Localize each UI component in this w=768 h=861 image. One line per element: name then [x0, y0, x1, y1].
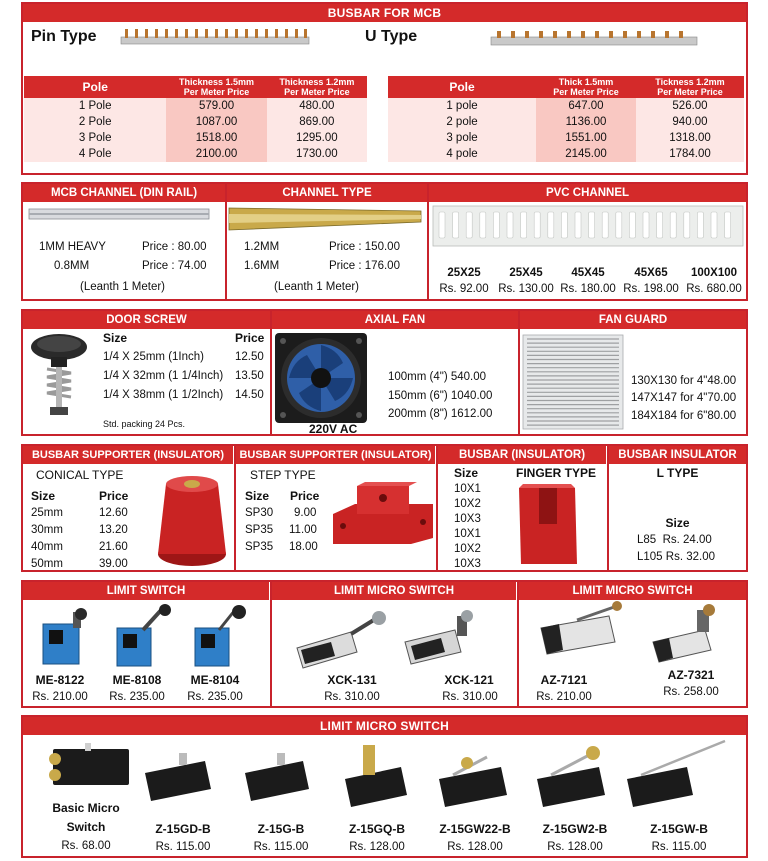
finger-size: 10X1 — [454, 528, 481, 540]
micro-switch-model: Z-15GQ-B — [348, 822, 405, 836]
divider — [607, 446, 609, 572]
conical-subtitle: CONICAL TYPE — [36, 468, 124, 482]
table-cell: 2 Pole — [24, 114, 166, 130]
table-cell: 1551.00 — [536, 130, 636, 146]
conical-size: 30mm — [31, 524, 63, 536]
table-cell: 1784.00 — [636, 146, 744, 162]
l-type-price: L85 Rs. 24.00 — [637, 534, 712, 546]
pvc-price: Rs. 92.00 — [439, 283, 489, 295]
fan-guard-image — [523, 335, 627, 430]
divider — [270, 582, 272, 708]
finger-size: 10X1 — [454, 483, 481, 495]
busbar-insulator-finger-title: BUSBAR (INSULATOR) — [438, 446, 606, 464]
door-screw-price: 13.50 — [235, 370, 264, 382]
basic-micro-switch-image — [45, 741, 131, 793]
door-screw-size: 1/4 X 38mm (1 1/2Inch) — [103, 389, 224, 401]
table-cell: 526.00 — [636, 98, 744, 114]
busbar-mcb-section — [21, 2, 748, 175]
divider — [225, 184, 227, 301]
table-cell: 940.00 — [636, 114, 744, 130]
table-cell: 1318.00 — [636, 130, 744, 146]
table-cell: 1136.00 — [536, 114, 636, 130]
pin-busbar-image — [121, 24, 309, 50]
finger-size-header: Size — [454, 466, 479, 480]
table-cell: 647.00 — [536, 98, 636, 114]
micro-switch-model: Z-15G-B — [257, 822, 305, 836]
col-header: Thickness 1.2mm Per Meter Price — [267, 76, 367, 98]
divider — [234, 446, 236, 572]
channel-type-size-2: 1.6MM — [244, 260, 280, 272]
table-row — [24, 146, 367, 162]
channel-type-title: CHANNEL TYPE — [227, 184, 427, 202]
insulator-section — [21, 444, 748, 572]
conical-price-header: Price — [99, 489, 129, 503]
pvc-price: Rs. 180.00 — [560, 283, 616, 295]
xck-121-image — [399, 608, 499, 672]
mcb-channel-title: MCB CHANNEL (DIN RAIL) — [23, 184, 225, 202]
axial-fan-image — [275, 333, 370, 425]
l-type-label: L TYPE — [656, 466, 699, 480]
limit-switch-model: ME-8104 — [190, 673, 240, 687]
step-price: 11.00 — [289, 524, 317, 536]
limit-micro-switch-bottom-section — [21, 715, 748, 858]
divider — [270, 311, 272, 436]
door-screw-size: 1/4 X 32mm (1 1/4Inch) — [103, 370, 224, 382]
conical-price: 12.60 — [99, 507, 128, 519]
limit-micro-switch-title: LIMIT MICRO SWITCH — [272, 582, 516, 600]
xck-price: Rs. 310.00 — [442, 691, 498, 703]
micro-switch-price: Rs. 128.00 — [349, 841, 405, 853]
busbar-insulator-l-title: BUSBAR INSULATOR — [609, 446, 746, 464]
table-row — [388, 98, 744, 114]
z-15gw22-b-image — [433, 743, 523, 813]
finger-insulator-image — [517, 484, 579, 568]
basic-micro-switch-label: Basic Micro — [52, 801, 120, 815]
u-type-label: U Type — [365, 28, 418, 45]
limit-micro-switch-title: LIMIT MICRO SWITCH — [23, 717, 746, 735]
pvc-price: Rs. 680.00 — [686, 283, 742, 295]
section-title: BUSBAR FOR MCB — [23, 4, 746, 22]
xck-131-image — [291, 604, 391, 674]
pvc-size: 45X65 — [634, 267, 668, 279]
me-8108-image — [111, 604, 173, 670]
mcb-channel-note: (Leanth 1 Meter) — [80, 281, 166, 293]
limit-switch-model: ME-8108 — [112, 673, 162, 687]
fan-guard-price: 184X184 for 6"80.00 — [631, 410, 737, 422]
finger-size: 10X3 — [454, 513, 481, 525]
conical-insulator-image — [156, 470, 228, 568]
step-size: SP30 — [245, 507, 274, 519]
divider — [436, 446, 438, 572]
table-cell: 480.00 — [267, 98, 367, 114]
micro-switch-model: Z-15GW-B — [650, 822, 708, 836]
mcb-channel-size-1: 1MM HEAVY — [39, 241, 106, 253]
table-row — [388, 146, 744, 162]
table-row — [388, 114, 744, 130]
col-header: Thickness 1.5mm Per Meter Price — [166, 76, 266, 98]
axial-fan-price: 150mm (6") 1040.00 — [388, 390, 493, 402]
din-rail-image — [29, 206, 209, 222]
pin-type-label: Pin Type — [31, 28, 97, 45]
micro-switch-model: Z-15GW2-B — [542, 822, 608, 836]
micro-switch-model: Z-15GW22-B — [439, 822, 511, 836]
channel-type-price-2: Price : 176.00 — [329, 260, 400, 272]
col-header: Pole — [24, 76, 166, 98]
table-cell: 4 pole — [388, 146, 536, 162]
limit-switch-section — [21, 580, 748, 708]
limit-switch-price: Rs. 235.00 — [109, 691, 165, 703]
fan-guard-price: 147X147 for 4"70.00 — [631, 392, 737, 404]
mcb-channel-size-2: 0.8MM — [54, 260, 90, 272]
channel-section — [21, 182, 748, 301]
pvc-size: 25X25 — [447, 267, 481, 279]
table-cell: 1 Pole — [24, 98, 166, 114]
channel-type-size-1: 1.2MM — [244, 241, 280, 253]
table-row — [24, 98, 367, 114]
conical-price: 13.20 — [99, 524, 128, 536]
axial-fan-voltage: 220V AC — [309, 422, 358, 436]
conical-size-header: Size — [31, 489, 56, 503]
z-15gd-b-image — [141, 747, 227, 807]
az-model: AZ-7121 — [540, 673, 588, 687]
xck-model: XCK-121 — [444, 673, 494, 687]
az-price: Rs. 210.00 — [536, 691, 592, 703]
door-screw-image — [27, 333, 89, 419]
pvc-size: 100X100 — [690, 267, 738, 279]
col-header: Tickness 1.2mm Per Meter Price — [636, 76, 744, 98]
micro-switch-price: Rs. 128.00 — [447, 841, 503, 853]
micro-switch-price: Rs. 115.00 — [155, 841, 211, 853]
axial-fan-price: 100mm (4") 540.00 — [388, 371, 487, 383]
az-7321-image — [649, 602, 729, 666]
step-price: 18.00 — [289, 541, 318, 553]
col-header: Thick 1.5mm Per Meter Price — [536, 76, 636, 98]
fan-guard-title: FAN GUARD — [520, 311, 746, 329]
busbar-u-price-table — [388, 76, 744, 162]
busbar-supporter-step-title: BUSBAR SUPPORTER (INSULATOR) — [236, 446, 435, 464]
micro-switch-price: Rs. 115.00 — [253, 841, 309, 853]
limit-micro-switch-title: LIMIT MICRO SWITCH — [519, 582, 746, 600]
me-8122-image — [37, 606, 91, 668]
door-screw-price-header: Price — [235, 331, 265, 345]
pvc-channel-image — [433, 206, 743, 246]
axial-fan-price: 200mm (8") 1612.00 — [388, 408, 493, 420]
conical-size: 25mm — [31, 507, 63, 519]
fan-guard-price: 130X130 for 4"48.00 — [631, 375, 737, 387]
busbar-pin-price-table — [24, 76, 367, 162]
finger-size: 10X2 — [454, 498, 481, 510]
table-cell: 1730.00 — [267, 146, 367, 162]
step-size: SP35 — [245, 524, 274, 536]
table-cell: 869.00 — [267, 114, 367, 130]
axial-fan-title: AXIAL FAN — [272, 311, 518, 329]
step-price: 9.00 — [294, 507, 317, 519]
az-7121-image — [537, 600, 627, 664]
me-8104-image — [189, 604, 251, 670]
table-cell: 1518.00 — [166, 130, 266, 146]
step-size: SP35 — [245, 541, 274, 553]
xck-model: XCK-131 — [327, 673, 377, 687]
busbar-supporter-conical-title: BUSBAR SUPPORTER (INSULATOR) — [23, 446, 233, 464]
door-screw-note: Std. packing 24 Pcs. — [103, 419, 186, 429]
table-cell: 2100.00 — [166, 146, 266, 162]
mcb-channel-price-2: Price : 74.00 — [142, 260, 207, 272]
door-screw-size: 1/4 X 25mm (1Inch) — [103, 351, 204, 363]
pvc-size: 25X45 — [509, 267, 543, 279]
table-cell: 1295.00 — [267, 130, 367, 146]
pvc-price: Rs. 130.00 — [498, 283, 554, 295]
conical-price: 21.60 — [99, 541, 128, 553]
table-cell: 3 pole — [388, 130, 536, 146]
az-model: AZ-7321 — [667, 668, 715, 682]
u-busbar-image — [491, 26, 697, 50]
divider — [427, 184, 429, 301]
channel-type-image — [229, 206, 425, 232]
finger-type-label: FINGER TYPE — [516, 466, 597, 480]
limit-switch-price: Rs. 210.00 — [32, 691, 88, 703]
step-subtitle: STEP TYPE — [250, 468, 316, 482]
pvc-size: 45X45 — [571, 267, 605, 279]
mcb-channel-price-1: Price : 80.00 — [142, 241, 207, 253]
l-size-header: Size — [665, 516, 690, 530]
channel-type-note: (Leanth 1 Meter) — [274, 281, 360, 293]
basic-micro-switch-price: Rs. 68.00 — [61, 840, 111, 852]
channel-type-price-1: Price : 150.00 — [329, 241, 400, 253]
divider — [518, 311, 520, 436]
micro-switch-model: Z-15GD-B — [155, 822, 211, 836]
limit-switch-model: ME-8122 — [35, 673, 85, 687]
conical-size: 40mm — [31, 541, 63, 553]
table-cell: 2145.00 — [536, 146, 636, 162]
l-type-price: L105 Rs. 32.00 — [637, 551, 716, 563]
table-row — [24, 114, 367, 130]
z-15gq-b-image — [339, 739, 419, 813]
door-screw-size-header: Size — [103, 331, 128, 345]
limit-switch-title: LIMIT SWITCH — [23, 582, 269, 600]
finger-size: 10X3 — [454, 558, 481, 570]
table-cell: 3 Pole — [24, 130, 166, 146]
conical-price: 39.00 — [99, 558, 128, 570]
finger-size: 10X2 — [454, 543, 481, 555]
table-cell: 579.00 — [166, 98, 266, 114]
micro-switch-price: Rs. 128.00 — [547, 841, 603, 853]
table-cell: 1 pole — [388, 98, 536, 114]
door-screw-price: 14.50 — [235, 389, 264, 401]
table-row — [24, 130, 367, 146]
table-cell: 1087.00 — [166, 114, 266, 130]
xck-price: Rs. 310.00 — [324, 691, 380, 703]
table-row — [388, 130, 744, 146]
basic-micro-switch-label: Switch — [66, 820, 106, 834]
door-fan-section — [21, 309, 748, 436]
table-cell: 2 pole — [388, 114, 536, 130]
step-price-header: Price — [290, 489, 320, 503]
step-size-header: Size — [245, 489, 270, 503]
table-cell: 4 Pole — [24, 146, 166, 162]
door-screw-price: 12.50 — [235, 351, 264, 363]
z-15gw-b-image — [621, 737, 731, 813]
z-15gw2-b-image — [531, 743, 621, 813]
conical-size: 50mm — [31, 558, 63, 570]
pvc-price: Rs. 198.00 — [623, 283, 679, 295]
az-price: Rs. 258.00 — [663, 686, 719, 698]
micro-switch-price: Rs. 115.00 — [651, 841, 707, 853]
step-insulator-image — [333, 480, 433, 544]
col-header: Pole — [388, 76, 536, 98]
divider — [517, 582, 519, 708]
z-15g-b-image — [241, 747, 321, 807]
pvc-channel-title: PVC CHANNEL — [429, 184, 746, 202]
door-screw-title: DOOR SCREW — [23, 311, 270, 329]
limit-switch-price: Rs. 235.00 — [187, 691, 243, 703]
